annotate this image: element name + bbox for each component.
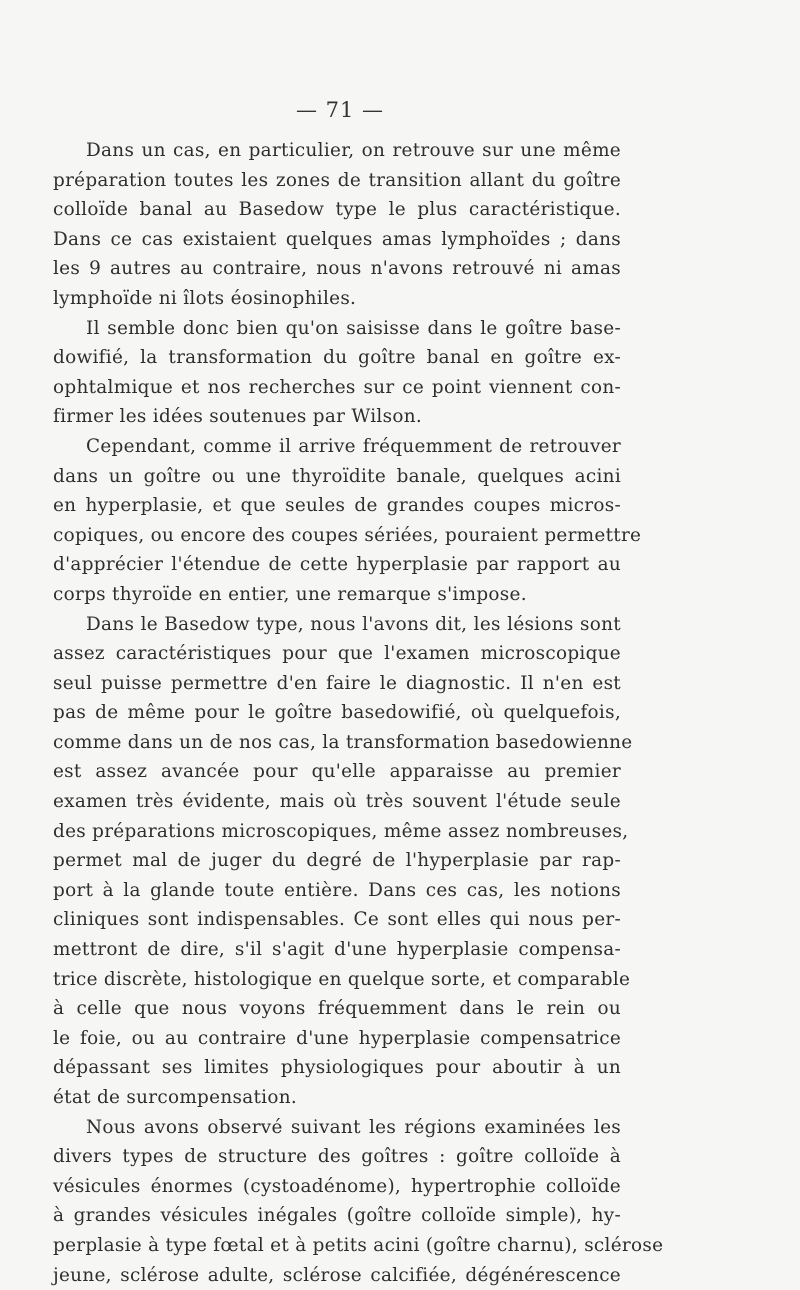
text-line: dépassant ses limites physiologiques pour aboutir à un xyxy=(53,1057,621,1079)
text-line: état de surcompensation. xyxy=(53,1087,297,1108)
text-line: le foie, ou au contraire d'une hyperplasie compensatrice xyxy=(53,1027,621,1049)
body-text xyxy=(53,136,664,1290)
text-line: perplasie à type fœtal et à petits acini (goître charnu), sclérose xyxy=(53,1234,664,1256)
text-line: à grandes vésicules inégales (goître colloïde simple), hy- xyxy=(53,1205,621,1227)
text-line: cliniques sont indispensables. Ce sont elles qui nous per- xyxy=(53,909,621,931)
text-line: permet mal de juger du degré de l'hyperplasie par rap- xyxy=(53,850,621,872)
text-line: Dans un cas, en particulier, on retrouve sur une même xyxy=(86,140,621,161)
text-line: copiques, ou encore des coupes sériées, pouraient permettre xyxy=(53,524,642,546)
text-line: pas de même pour le goître basedowifié, où quelquefois, xyxy=(53,702,621,724)
text-line: colloïde banal au Basedow type le plus caractéristique. xyxy=(53,199,621,221)
text-line: assez caractéristiques pour que l'examen microscopique xyxy=(53,643,621,665)
text-line: d'apprécier l'étendue de cette hyperplasie par rapport au xyxy=(53,554,621,576)
text-line: seul puisse permettre d'en faire le diagnostic. Il n'en est xyxy=(53,672,621,694)
text-line: est assez avancée pour qu'elle apparaisse au premier xyxy=(53,761,621,783)
text-line: préparation toutes les zones de transition allant du goître xyxy=(53,169,621,191)
text-line: firmer les idées soutenues par Wilson. xyxy=(53,406,422,428)
text-line: mettront de dire, s'il s'agit d'une hyperplasie compensa- xyxy=(53,939,621,961)
text-line: examen très évidente, mais où très souvent l'étude seule xyxy=(53,791,621,813)
text-line: trice discrète, histologique en quelque sorte, et comparable xyxy=(53,968,631,990)
text-line: dowifié, la transformation du goître banal en goître ex- xyxy=(53,347,621,369)
page-number: — 71 — xyxy=(295,98,385,122)
text-line: comme dans un de nos cas, la transformation basedowienne xyxy=(53,731,633,753)
text-line: jeune, sclérose adulte, sclérose calcifiée, dégénérescence xyxy=(53,1264,621,1286)
text-line: port à la glande toute entière. Dans ces cas, les notions xyxy=(53,879,621,901)
text-line: à celle que nous voyons fréquemment dans le rein ou xyxy=(53,998,621,1020)
text-line: Dans le Basedow type, nous l'avons dit, les lésions sont xyxy=(86,613,621,635)
text-line: divers types de structure des goîtres : goître colloïde à xyxy=(53,1146,621,1168)
text-line: corps thyroïde en entier, une remarque s'impose. xyxy=(53,583,527,605)
text-line: Cependant, comme il arrive fréquemment de retrouver xyxy=(86,435,621,457)
text-line: lymphoïde ni îlots éosinophiles. xyxy=(53,287,357,309)
text-line: dans un goître ou une thyroïdite banale, quelques acini xyxy=(53,465,621,487)
text-line: des préparations microscopiques, même assez nombreuses, xyxy=(53,820,629,842)
text-line: ophtalmique et nos recherches sur ce point viennent con- xyxy=(53,376,621,398)
text-line: Dans ce cas existaient quelques amas lymphoïdes ; dans xyxy=(53,228,621,250)
text-line: vésicules énormes (cystoadénome), hypertrophie colloïde xyxy=(53,1175,621,1197)
text-line: les 9 autres au contraire, nous n'avons retrouvé ni amas xyxy=(53,258,621,280)
text-line: Il semble donc bien qu'on saisisse dans le goître base- xyxy=(86,317,621,339)
text-line: Nous avons observé suivant les régions examinées les xyxy=(86,1116,621,1138)
text-line: en hyperplasie, et que seules de grandes coupes micros- xyxy=(53,495,621,517)
